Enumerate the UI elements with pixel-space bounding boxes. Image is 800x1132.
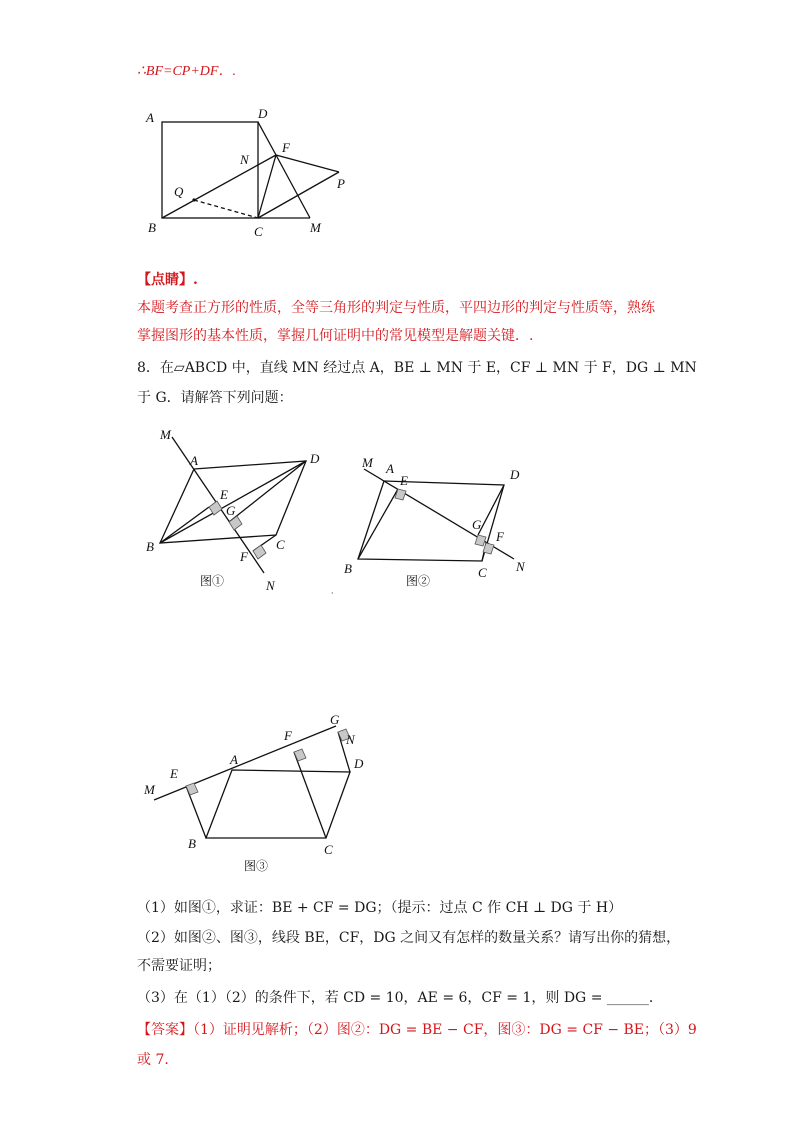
fig3-label-C: C [324,842,333,857]
fig2-label-G: G [472,517,482,532]
fig2-label-C: C [478,565,487,580]
dianjing-title: 【点睛】. [137,272,198,288]
label-M: M [310,220,321,235]
top-conclusion: ∴BF=CP+DF．. [137,64,236,79]
fig2-label-F: F [496,529,504,544]
fig2-caption: 图② [406,574,431,588]
question-8-line2: 于 G．请解答下列问题： [137,390,293,406]
answer-line1: 【答案】（1）证明见解析；（2）图②：DG = BE − CF，图③：DG = CF − BE；（3）9 [137,1022,697,1038]
fig3-label-F: F [284,728,292,743]
dot-mark: · [331,589,334,598]
fig3-label-E: E [170,766,178,781]
fig2-label-A: A [386,461,394,476]
label-B: B [148,220,156,235]
fig2-label-E: E [400,473,408,488]
dianjing-line1: 本题考查正方形的性质，全等三角形的判定与性质，平四边形的判定与性质等，熟练 [137,300,655,316]
fig2-label-M: M [362,455,373,470]
label-P: P [337,176,345,191]
label-D: D [258,106,268,121]
fig1-label-E: E [220,487,228,502]
part-2-line2: 不需要证明； [137,958,221,974]
fig2-label-N: N [516,559,525,574]
answer-line2: 或 7. [137,1052,169,1068]
label-A: A [146,110,154,125]
part-3: （3）在（1）（2）的条件下，若 CD = 10，AE = 6，CF = 1，则 DG = ______． [137,990,663,1006]
dianjing-line2: 掌握图形的基本性质，掌握几何证明中的常见模型是解题关键．. [137,328,534,344]
fig1-caption: 图① [200,574,225,588]
fig1-label-C: C [276,537,285,552]
part-1: （1）如图①，求证：BE + CF = DG；（提示：过点 C 作 CH ⊥ DG 于 H） [137,900,623,916]
fig3-label-N: N [346,732,355,747]
figure-1 [138,425,338,600]
fig1-label-A: A [190,453,198,468]
fig2-label-D: D [510,467,520,482]
figure-3 [140,708,380,878]
question-number: 8． [137,360,160,376]
label-C: C [254,224,263,239]
fig3-label-B: B [188,836,196,851]
part-2-line1: （2）如图②、图③，线段 BE，CF，DG 之间又有怎样的数量关系？请写出你的猜想， [137,930,681,946]
fig3-label-M: M [144,782,155,797]
fig1-label-B: B [146,539,154,554]
fig3-label-D: D [354,756,364,771]
fig1-label-D: D [310,451,320,466]
figure-square [130,100,370,250]
fig1-label-M: M [160,427,171,442]
fig3-label-G: G [330,712,340,727]
label-N: N [240,152,249,167]
fig1-label-N: N [266,578,275,593]
label-Q: Q [174,184,184,199]
fig3-label-A: A [230,752,238,767]
fig2-label-B: B [344,561,352,576]
fig1-label-G: G [226,503,236,518]
figure-2 [336,445,536,605]
label-F: F [282,140,290,155]
question-8-text1: 在▱ABCD 中，直线 MN 经过点 A，BE ⊥ MN 于 E，CF ⊥ MN 于 F，DG ⊥ MN [159,360,697,376]
fig3-caption: 图③ [244,859,269,873]
fig1-label-F: F [240,549,248,564]
question-8-line1 [137,358,697,378]
